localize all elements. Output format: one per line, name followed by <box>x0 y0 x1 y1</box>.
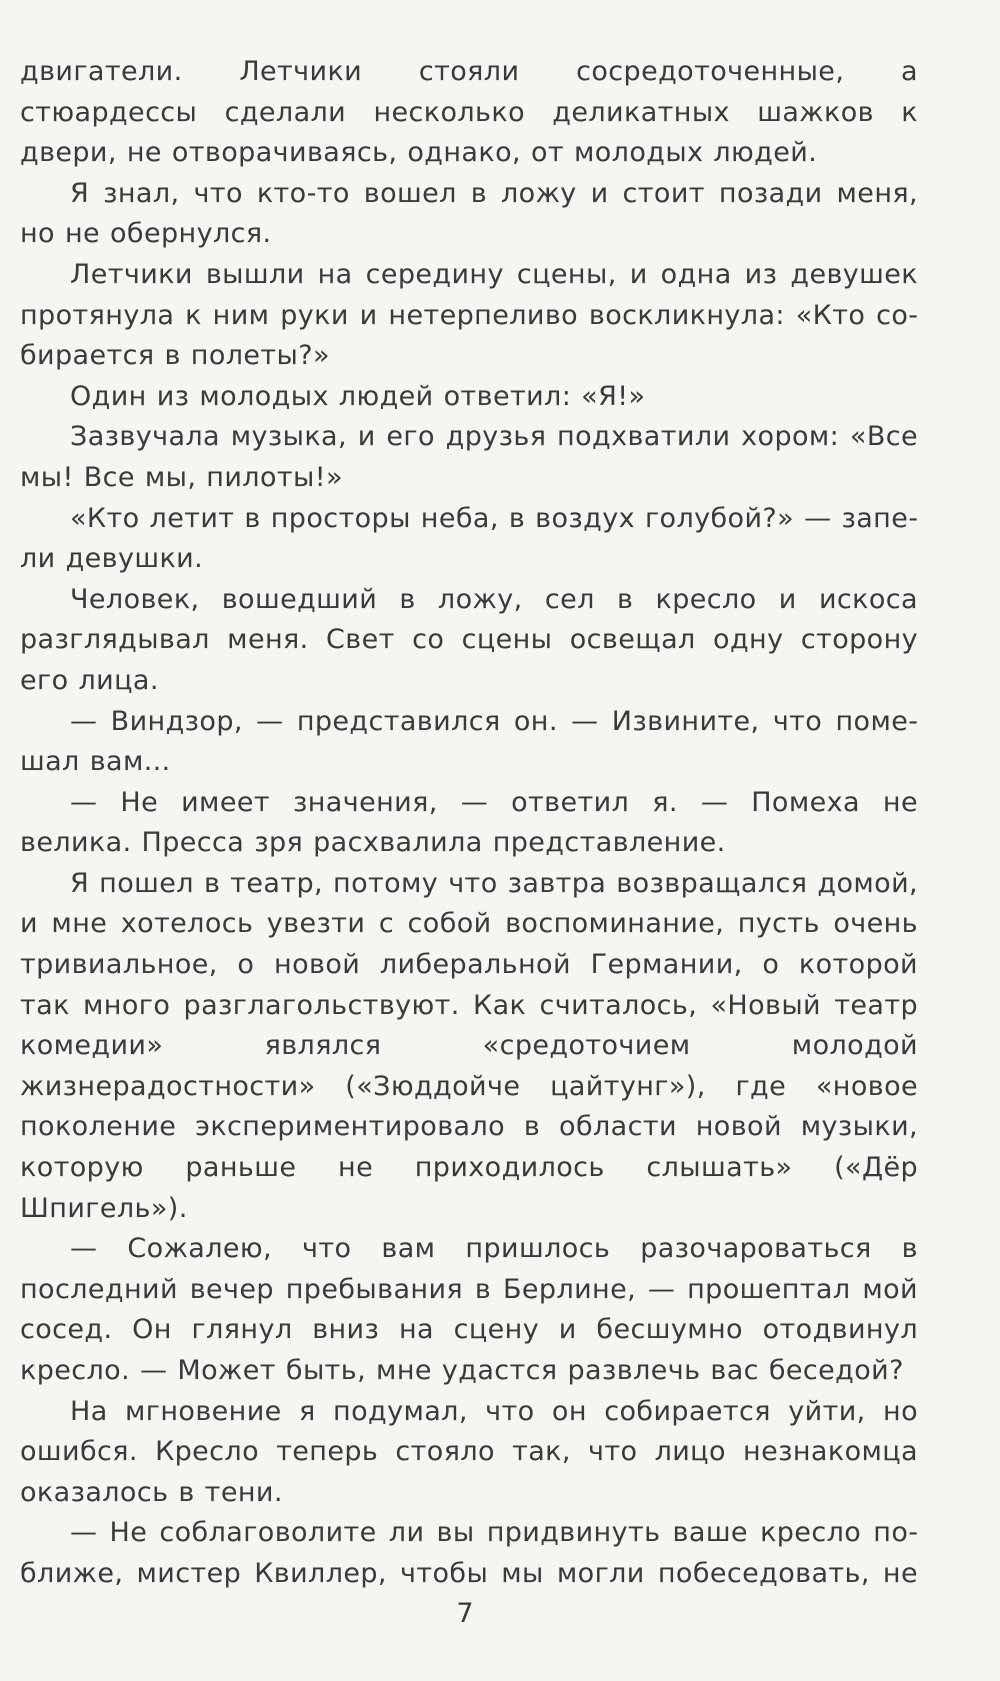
page-number: 7 <box>456 1598 474 1629</box>
paragraph-3: Летчики вышли на середину сцены, и одна из девушек протянула к ним руки и нетерпеливо воскликнула: «Кто собирается в полеты?» <box>20 258 918 372</box>
paragraph-1: двигатели. Летчики стояли сосредоточенные, а стюардессы сделали несколько деликатных шажков к двери, не отворачиваясь, однако, от молодых людей. <box>20 56 918 169</box>
body-text <box>20 52 918 1595</box>
paragraph-10: Я пошел в театр, потому что завтра возвращался домой, и мне хотелось увезти с собой воспоминание, пусть очень тривиальное, о новой либеральной Германии, о которой так много разглагольствуют. Как считалось, «Новый театр комедии» являлся «средоточием молодой жизнерадостности» («Зюддойче цайтунг»), где «новое поколение экспериментировало в области новой музыки, которую раньше не приходилось слышать» («Дёр Шпигель»). <box>20 867 918 1224</box>
paragraph-8: — Виндзор, — представился он. — Извините, что помешал вам... <box>20 705 918 778</box>
paragraph-4: Один из молодых людей ответил: «Я!» <box>70 380 646 412</box>
paragraph-11: — Сожалею, что вам пришлось разочароваться в последний вечер пребывания в Берлине, — прошептал мой сосед. Он глянул вниз на сцену и бесшумно отодвинул кресло. — Может быть, мне удастся развлечь вас беседой? <box>20 1233 918 1386</box>
paragraph-2: Я знал, что кто-то вошел в ложу и стоит позади меня, но не обернулся. <box>20 177 918 250</box>
paragraph-5: Зазвучала музыка, и его друзья подхватили хором: «Все мы! Все мы, пилоты!» <box>20 421 918 493</box>
paragraph-6: «Кто летит в просторы неба, в воздух голубой?» — запели девушки. <box>20 502 918 575</box>
paragraph-9: — Не имеет значения, — ответил я. — Помеха не велика. Пресса зря расхвалила представление. <box>20 786 918 859</box>
paragraph-12: На мгновение я подумал, что он собирается уйти, но ошибся. Кресло теперь стояло так, что лицо незнакомца оказалось в тени. <box>20 1395 918 1508</box>
paragraph-7: Человек, вошедший в ложу, сел в кресло и искоса разглядывал меня. Свет со сцены освещал одну сторону его лица. <box>20 583 918 696</box>
paragraph-13: — Не соблаговолите ли вы придвинуть ваше кресло поближе, мистер Квиллер, чтобы мы могли побеседовать, не <box>20 1517 918 1589</box>
